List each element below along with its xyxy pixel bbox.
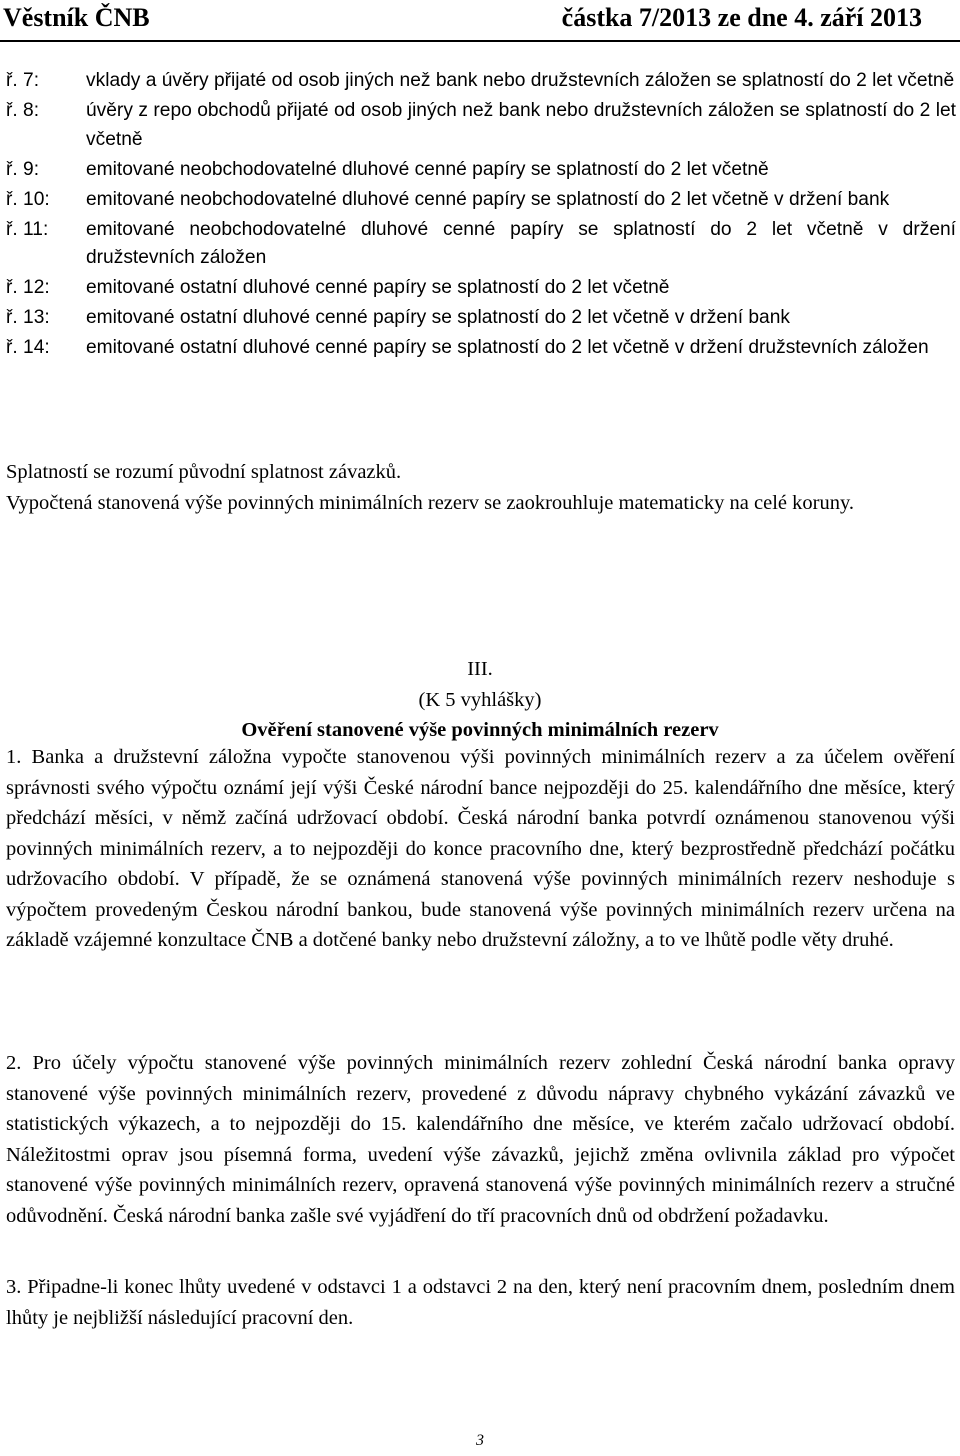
- row-definitions: [6, 67, 956, 364]
- row-text: emitované neobchodovatelné dluhové cenné papíry se splatností do 2 let včetně v držení bank: [86, 188, 890, 210]
- row-definition: [6, 156, 956, 185]
- paragraph-3: [6, 1272, 955, 1333]
- row-definition: [6, 334, 956, 363]
- row-label: ř. 9:: [6, 158, 40, 180]
- row-text: emitované neobchodovatelné dluhové cenné papíry se splatností do 2 let včetně: [86, 158, 769, 180]
- row-text: emitované ostatní dluhové cenné papíry se splatností do 2 let včetně: [86, 277, 670, 298]
- section-title: Ověření stanovené výše povinných minimálních rezerv: [241, 719, 719, 741]
- journal-title: Věstník ČNB: [3, 3, 150, 32]
- row-text: emitované ostatní dluhové cenné papíry se splatností do 2 let včetně v držení bank: [86, 307, 790, 328]
- row-text: úvěry z repo obchodů přijaté od osob jiných než bank nebo družstevních záložen se splatností do 2 let včetně: [86, 100, 956, 150]
- row-definition: [6, 274, 956, 303]
- row-definition: [6, 67, 956, 96]
- row-label: ř. 7:: [6, 70, 40, 91]
- row-label: ř. 13:: [6, 307, 50, 328]
- page-header: [0, 0, 960, 42]
- row-definition: [6, 216, 956, 273]
- section-reference: (K 5 vyhlášky): [418, 688, 542, 711]
- paragraph-text: 1. Banka a družstevní záložna vypočte stanovenou výši povinných minimálních rezerv a za účelem ověření správnosti svého výpočtu oznámí její výši České národní bance nejpozději do 25. kalendářního dne měsíce, který předchází měsíci, v němž začíná udržovací období. Česká národní banka potvrdí oznámenou stanovenou výši povinných minimálních rezerv, a to nejpozději do konce pracovního dne, který bezprostředně předchází počátku udržovacího období. V případě, že se oznámená stanovená výše povinných minimálních rezerv neshoduje s výpočtem provedeným Českou národní bankou, bude stanovená výše povinných minimálních rezerv určena na základě vzájemné konzultace ČNB a dotčené banky nebo družstevní záložny, a to ve lhůtě podle věty druhé.: [6, 746, 955, 951]
- row-definition: [6, 304, 956, 333]
- row-text: emitované neobchodovatelné dluhové cenné papíry se splatností do 2 let včetně v držení družstevních záložen: [86, 218, 956, 268]
- page-number: 3: [476, 1432, 484, 1449]
- section-heading: [0, 654, 960, 746]
- issue-info: částka 7/2013 ze dne 4. září 2013: [561, 3, 922, 32]
- paragraph-text: 2. Pro účely výpočtu stanovené výše povinných minimálních rezerv zohlední Česká národní banka opravy stanovené výše povinných minimálních rezerv, provedené z důvodu nápravy chybného vykázání závazků ve statistických výkazech, a to nejpozději do 15. kalendářního dne měsíce, ve kterém začalo udržovací období. Náležitostmi oprav jsou písemná forma, uvedení výše závazků, jejichž změna ovlivnila základ pro výpočet stanovené výše povinných minimálních rezerv, opravená stanovená výše povinných minimálních rezerv a stručné odůvodnění. Česká národní banka zašle své vyjádření do tří pracovních dnů od obdržení požadavku.: [6, 1052, 955, 1227]
- row-definition: [6, 97, 956, 154]
- maturity-note: Splatností se rozumí původní splatnost závazků.: [6, 461, 402, 483]
- paragraph-text: 3. Připadne-li konec lhůty uvedené v odstavci 1 a odstavci 2 na den, který není pracovním dnem, posledním dnem lhůty je nejbližší následující pracovní den.: [6, 1276, 955, 1329]
- notes-block: [6, 457, 955, 518]
- row-definition: [6, 186, 956, 215]
- row-text: emitované ostatní dluhové cenné papíry se splatností do 2 let včetně v držení družstevních záložen: [86, 337, 929, 358]
- row-label: ř. 11:: [6, 218, 49, 240]
- row-label: ř. 8:: [6, 100, 40, 121]
- paragraph-2: [6, 1048, 955, 1231]
- row-label: ř. 14:: [6, 337, 50, 358]
- rounding-note: Vypočtená stanovená výše povinných minimálních rezerv se zaokrouhluje matematicky na celé koruny.: [6, 491, 854, 514]
- row-text: vklady a úvěry přijaté od osob jiných než bank nebo družstevních záložen se splatností do 2 let včetně: [86, 70, 955, 91]
- paragraph-1: [6, 742, 955, 956]
- section-number: III.: [467, 658, 493, 680]
- row-label: ř. 10:: [6, 188, 50, 210]
- row-label: ř. 12:: [6, 277, 50, 298]
